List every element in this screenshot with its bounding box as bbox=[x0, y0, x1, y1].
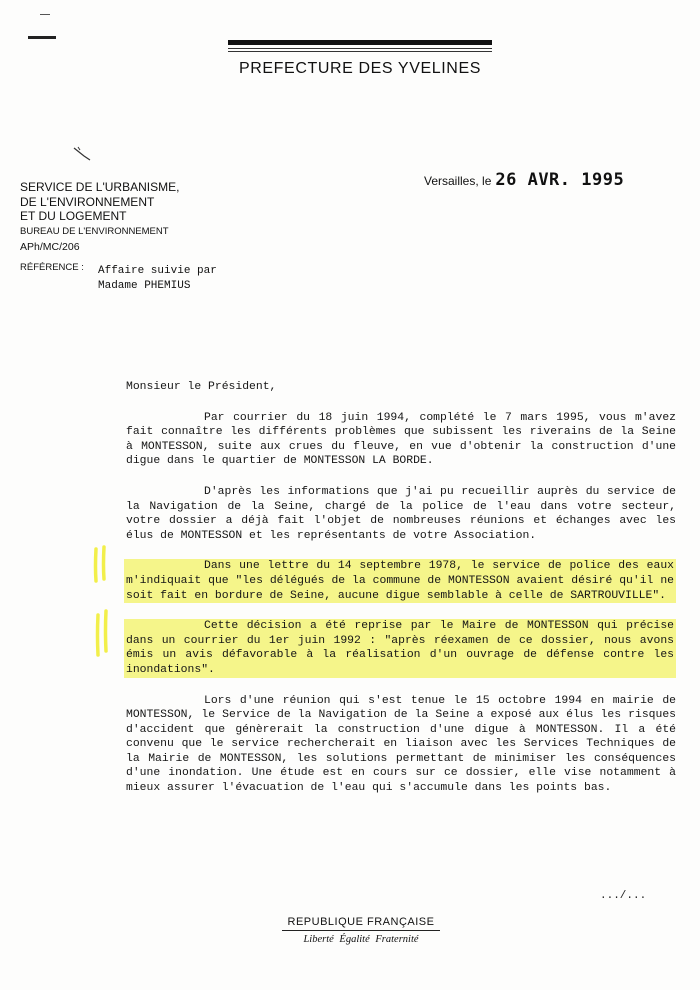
header-rule-thin bbox=[228, 51, 492, 52]
date-stamp: 26 AVR. 1995 bbox=[495, 170, 625, 190]
scan-mark bbox=[40, 14, 50, 15]
reference-label: RÉFÉRENCE : bbox=[20, 262, 84, 273]
republique-francaise: REPUBLIQUE FRANÇAISE bbox=[287, 916, 435, 928]
reference-code: APh/MC/206 bbox=[20, 241, 80, 253]
paragraph: Lors d'une réunion qui s'est tenue le 15 octobre 1994 en mairie de MONTESSON, le Service de la Navigation de la Seine a exposé aux élus les risques d'accident que génèrerait la construction d'une digue à MONTESSON. Il a été convenu que le service rechercherait en liaison avec les Services Techniques de la Mairie de MONTESSON, les solutions permettant de minimiser les conséquences d'une inondation. Une étude est en cours sur ce dossier, elle vise notamment à mieux assurer l'évacuation de l'eau qui s'accumule dans les points bas. bbox=[126, 694, 676, 795]
affaire-suivie bbox=[98, 264, 217, 293]
affaire-line: Madame PHEMIUS bbox=[98, 279, 191, 292]
service-line: SERVICE DE L'URBANISME, bbox=[20, 180, 180, 194]
national-motto: Liberté Égalité Fraternité bbox=[303, 934, 419, 945]
service-line: DE L'ENVIRONNEMENT bbox=[20, 194, 155, 209]
paragraph: D'après les informations que j'ai pu recueillir auprès du service de la Navigation de la Seine, chargé de la police de l'eau dans votre secteur, votre dossier a déjà fait l'objet de nombreuses réunions et échanges avec les élus de MONTESSON et les représentants de votre Association. bbox=[126, 485, 676, 542]
pen-tick-mark bbox=[72, 146, 92, 162]
footer-rule bbox=[282, 930, 440, 931]
letter-body bbox=[126, 380, 676, 812]
header-rule-thick bbox=[228, 40, 492, 45]
service-line: ET DU LOGEMENT bbox=[20, 209, 127, 223]
highlighted-paragraph: Dans une lettre du 14 septembre 1978, le service de police des eaux m'indiquait que "les délégués de la commune de MONTESSON avaient désiré qu'il ne soit fait en bordure de Seine, aucune digue semblable à celle de SARTROUVILLE". bbox=[126, 560, 674, 602]
service-name bbox=[20, 180, 179, 224]
margin-highlight-marks bbox=[86, 545, 122, 660]
continuation-mark: .../... bbox=[600, 890, 647, 902]
bureau-name: BUREAU DE L'ENVIRONNEMENT bbox=[20, 226, 169, 237]
hole-punch-mark bbox=[28, 36, 56, 39]
prefecture-title: PREFECTURE DES YVELINES bbox=[238, 60, 481, 77]
salutation: Monsieur le Président, bbox=[126, 381, 277, 393]
highlighted-paragraph: Cette décision a été reprise par le Maire de MONTESSON qui précise dans un courrier du 1er juin 1992 : "après réexamen de ce dossier, nous avons émis un avis défavorable à la réalisation d'un ouvrage de défense contre les inondations". bbox=[126, 620, 674, 676]
header-rule-thin bbox=[228, 48, 492, 49]
affaire-line: Affaire suivie par bbox=[98, 265, 217, 277]
date-prefix: Versailles, le bbox=[424, 174, 492, 188]
paragraph: Par courrier du 18 juin 1994, complété le 7 mars 1995, vous m'avez fait connaître les différents problèmes que subissent les riverains de la Seine à MONTESSON, suite aux crues du fleuve, en vue d'obtenir la construction d'une digue dans le quartier de MONTESSON LA BORDE. bbox=[126, 411, 676, 468]
date-line bbox=[424, 170, 624, 190]
